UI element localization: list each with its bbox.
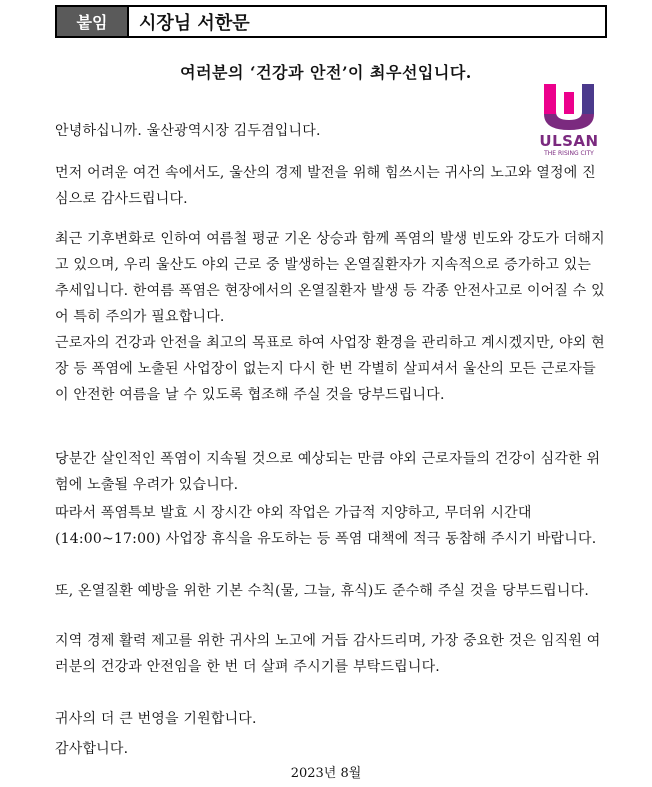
letter-date: 2023년 8월 <box>290 766 362 781</box>
letter-subtitle: 여러분의 ‘건강과 안전’이 최우선입니다. <box>180 63 472 82</box>
paragraph-5: 따라서 폭염특보 발효 시 장시간 야외 작업은 가급적 지양하고, 무더위 시간대(14:00~17:00) 사업장 휴식을 유도하는 등 폭염 대책에 적극 동참해 주시기 바랍니다. <box>55 505 597 547</box>
paragraph-4: 당분간 살인적인 폭염이 지속될 것으로 예상되는 만큼 야외 근로자들의 건강이 심각한 위험에 노출될 우려가 있습니다. <box>55 451 601 493</box>
paragraph-6: 지역 경제 활력 제고를 위한 귀사의 노고에 거듭 감사드리며, 가장 중요한 것은 임직원 여러분의 건강과 안전임을 한 번 더 살펴 주시기를 부탁드립니다. <box>55 633 601 675</box>
letter-header <box>55 5 607 38</box>
paragraph-3: 근로자의 건강과 안전을 최고의 목표로 하여 사업장 환경을 관리하고 계시겠지만, 야외 현장 등 폭염에 노출된 사업장이 없는지 다시 한 번 각별히 살피셔서 울산의 모든 근로자들이 안전한 여름을 날 수 있도록 협조해 주실 것을 당부드립니다. <box>55 335 605 403</box>
closing: 감사합니다. <box>55 741 129 757</box>
paragraph-6-cont: 귀사의 더 큰 번영을 기원합니다. <box>55 711 257 727</box>
letter-title: 시장님 서한문 <box>139 12 250 34</box>
greeting: 안녕하십니까. 울산광역시장 김두겸입니다. <box>55 123 321 139</box>
paragraph-5-cont: 또, 온열질환 예방을 위한 기본 수칙(물, 그늘, 휴식)도 준수해 주실 것을 당부드립니다. <box>55 583 589 599</box>
logo-text: ULSAN <box>539 132 599 150</box>
paragraph-2: 최근 기후변화로 인하여 여름철 평균 기온 상승과 함께 폭염의 발생 빈도와 강도가 더해지고 있으며, 우리 울산도 야외 근로 중 발생하는 온열질환자가 지속적으로 증가하고 있는 추세입니다. 한여름 폭염은 현장에서의 온열질환자 발생 등 각종 안전사고로 이어질 수 있어 특히 주의가 필요합니다. <box>55 231 605 325</box>
logo-subtext: THE RISING CITY <box>544 150 594 157</box>
attachment-tag: 붙임 <box>57 7 129 36</box>
paragraph-1: 먼저 어려운 여건 속에서도, 울산의 경제 발전을 위해 힘쓰시는 귀사의 노고와 열정에 진심으로 감사드립니다. <box>55 165 596 207</box>
